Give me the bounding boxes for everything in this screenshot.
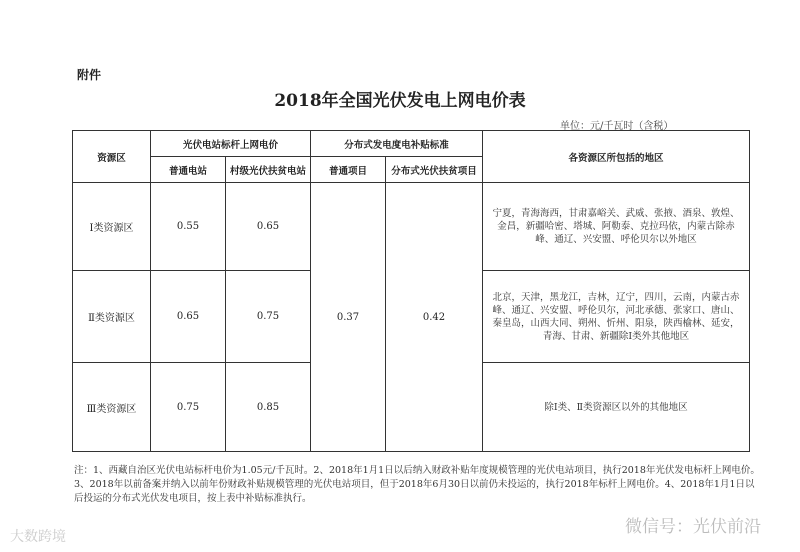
- unit-label: 单位：元/千瓦时（含税）: [560, 121, 674, 132]
- header-normal-station: 普通电站: [151, 157, 226, 183]
- header-village-station: 村级光伏扶贫电站: [226, 157, 311, 183]
- areas-cell: 北京，天津，黑龙江，吉林，辽宁，四川，云南，内蒙古赤峰、通辽、兴安盟、呼伦贝尔，河北承德、张家口、唐山、秦皇岛，山西大同、朔州、忻州、阳泉，陕西榆林、延安，青海、甘肃、新疆除Ⅰ类外其他地区: [483, 271, 750, 363]
- zone-cell: Ⅰ类资源区: [73, 183, 151, 271]
- header-normal-project: 普通项目: [311, 157, 386, 183]
- watermark-left: 大数跨境: [10, 529, 66, 545]
- watermark-right: 微信号：光伏前沿: [625, 517, 761, 537]
- header-areas: 各资源区所包括的地区: [483, 131, 750, 183]
- page-title: 2018年全国光伏发电上网电价表: [274, 91, 526, 111]
- header-zone: 资源区: [73, 131, 151, 183]
- footnote: 注：1、西藏自治区光伏电站标杆电价为1.05元/千瓦时。2、2018年1月1日以后纳入财政补贴年度规模管理的光伏电站项目，执行2018年光伏发电标杆上网电价。3、2018年以前备案并纳入以前年份财政补贴规模管理的光伏电站项目，但于2018年6月30日以前仍未投运的，执行2018年标杆上网电价。4、2018年1月1日以后投运的分布式光伏发电项目，按上表中补贴标准执行。: [74, 465, 760, 504]
- normal-price-cell: 0.55: [151, 183, 226, 271]
- zone-cell: Ⅲ类资源区: [73, 363, 151, 452]
- distributed-normal-cell: 0.37: [311, 183, 386, 452]
- table-row: [73, 183, 750, 271]
- areas-cell: 宁夏，青海海西，甘肃嘉峪关、武威、张掖、酒泉、敦煌、金昌，新疆哈密、塔城、阿勒泰、克拉玛依，内蒙古除赤峰、通辽、兴安盟、呼伦贝尔以外地区: [483, 183, 750, 271]
- header-poverty-project: 分布式光伏扶贫项目: [386, 157, 483, 183]
- header-benchmark: 光伏电站标杆上网电价: [151, 131, 311, 157]
- village-price-cell: 0.85: [226, 363, 311, 452]
- attachment-label: 附件: [77, 68, 102, 82]
- areas-cell: 除Ⅰ类、Ⅱ类资源区以外的其他地区: [483, 363, 750, 452]
- header-distributed: 分布式发电度电补贴标准: [311, 131, 483, 157]
- zone-cell: Ⅱ类资源区: [73, 271, 151, 363]
- village-price-cell: 0.75: [226, 271, 311, 363]
- price-table: [72, 130, 750, 452]
- village-price-cell: 0.65: [226, 183, 311, 271]
- distributed-poverty-cell: 0.42: [386, 183, 483, 452]
- normal-price-cell: 0.75: [151, 363, 226, 452]
- normal-price-cell: 0.65: [151, 271, 226, 363]
